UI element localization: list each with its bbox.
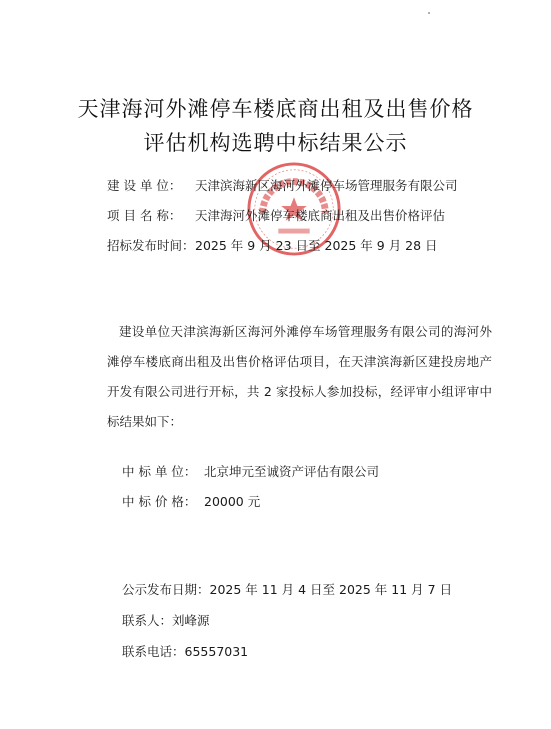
contact-label: 联系人：	[122, 613, 173, 628]
tender-date-label: 招标发布时间：	[107, 238, 195, 253]
award-unit-label: 中 标 单 位：	[122, 464, 197, 479]
phone-value: 65557031	[184, 644, 249, 659]
builder-row	[107, 178, 458, 194]
builder-value: 天津滨海新区海河外滩停车场管理服务有限公司	[195, 178, 458, 193]
project-value: 天津海河外滩停车楼底商出租及出售价格评估	[195, 208, 446, 223]
scan-speck	[428, 12, 430, 14]
award-price-label: 中 标 价 格：	[122, 494, 197, 509]
award-unit-row	[122, 464, 379, 480]
award-price-value: 20000 元	[204, 494, 261, 509]
result-paragraph: 建设单位天津滨海新区海河外滩停车场管理服务有限公司的海河外滩停车楼底商出租及出售价格评估项目，在天津滨海新区建投房地产开发有限公司进行开标，共 2 家投标人参加投标，经评审小组评审中标结果如下：	[107, 324, 492, 429]
contact-value: 刘峰源	[172, 613, 210, 628]
phone-label: 联系电话：	[122, 644, 185, 659]
document-title-line-1: 天津海河外滩停车楼底商出租及出售价格	[77, 97, 474, 121]
tender-date-value: 2025 年 9 月 23 日至 2025 年 9 月 28 日	[195, 238, 438, 253]
project-row	[107, 208, 445, 224]
project-label: 项 目 名 称：	[107, 208, 182, 223]
publish-date-value: 2025 年 11 月 4 日至 2025 年 11 月 7 日	[209, 582, 453, 597]
tender-date-row	[107, 238, 438, 254]
publish-date-row	[122, 582, 452, 598]
award-unit-value: 北京坤元至诚资产评估有限公司	[204, 464, 380, 479]
phone-row	[122, 644, 248, 660]
contact-row	[122, 613, 210, 629]
document-title-line-2: 评估机构选聘中标结果公示	[143, 131, 408, 155]
publish-date-label: 公示发布日期：	[122, 582, 210, 597]
builder-label: 建 设 单 位：	[107, 178, 182, 193]
award-price-row	[122, 494, 260, 510]
